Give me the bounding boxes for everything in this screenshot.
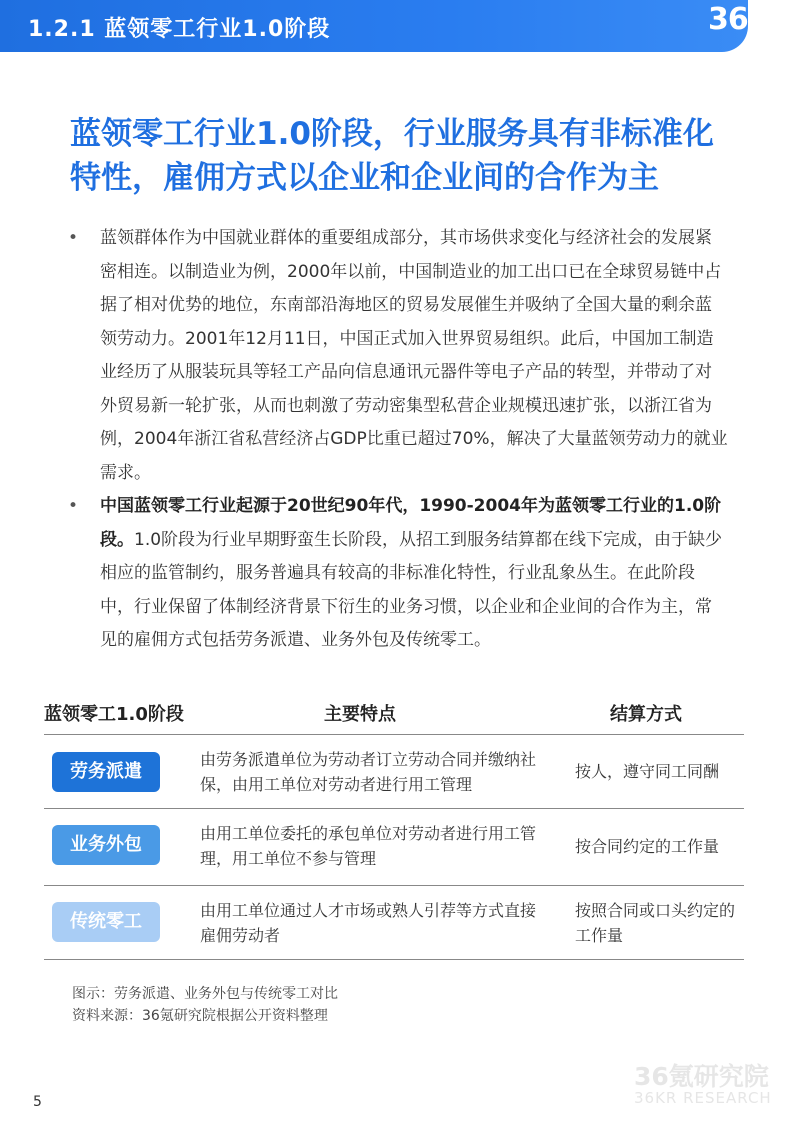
figure-note: 图示：劳务派遣、业务外包与传统零工对比 [72,986,338,1002]
table-divider [44,734,744,735]
watermark-cn: 36氪研究院 [634,1062,769,1091]
bullet-text: 1.0阶段为行业早期野蛮生长阶段，从招工到服务结算都在线下完成，由于缺少相应的监管制约，服务普遍具有较高的非标准化特性，行业乱象丛生。在此阶段中，行业保留了体制经济背景下衍生的业务习惯，以企业和企业间的合作为主，常见的雇佣方式包括劳务派遣、业务外包及传统零工。 [100,529,723,650]
table-header-settlement: 结算方式 [610,704,682,725]
row-tag: 业务外包 [52,825,160,865]
source-note: 资料来源：36氪研究院根据公开资料整理 [72,1008,328,1024]
section-title: 1.2.1 蓝领零工行业1.0阶段 [28,17,331,42]
table-divider [44,808,744,809]
header-bar [0,0,748,52]
row-tag: 传统零工 [52,902,160,942]
bullet-item [68,490,728,658]
bullet-marker: • [68,496,79,516]
row-settlement: 按照合同或口头约定的工作量 [575,901,736,945]
row-tag: 劳务派遣 [52,752,160,792]
row-feature: 由用工单位委托的承包单位对劳动者进行用工管理，用工单位不参与管理 [200,824,537,868]
figure-caption [72,983,338,1027]
bullet-bold-text: 中国蓝领零工行业起源于20世纪90年代，1990-2004年为蓝领零工行业的1.0阶段。 [100,496,722,550]
table-divider [44,885,744,886]
headline-line-1: 蓝领零工行业1.0阶段，行业服务具有非标准化 [70,116,714,152]
row-settlement: 按合同约定的工作量 [575,837,720,856]
page-number: 5 [33,1094,42,1110]
table-header-features: 主要特点 [324,704,396,725]
bullet-marker: • [68,228,79,248]
bullet-item [68,222,728,490]
table-divider [44,959,744,960]
headline-line-2: 特性，雇佣方式以企业和企业间的合作为主 [70,160,659,196]
page-headline [70,112,750,200]
brand-logo: 36Kr [708,2,784,37]
table-header-stage: 蓝领零工1.0阶段 [44,704,184,725]
watermark-en: 36KR RESEARCH [634,1089,772,1107]
bullet-text: 蓝领群体作为中国就业群体的重要组成部分，其市场供求变化与经济社会的发展紧密相连。以制造业为例，2000年以前，中国制造业的加工出口已在全球贸易链中占据了相对优势的地位，东南部沿海地区的贸易发展催生并吸纳了全国大量的剩余蓝领劳动力。2001年12月11日，中国正式加入世界贸易组织。此后，中国加工制造业经历了从服装玩具等轻工产品向信息通讯元器件等电子产品的转型，并带动了对外贸易新一轮扩张，从而也刺激了劳动密集型私营企业规模迅速扩张，以浙江省为例，2004年浙江省私营经济占GDP比重已超过70%，解决了大量蓝领劳动力的就业需求。 [100,228,728,483]
row-feature: 由劳务派遣单位为劳动者订立劳动合同并缴纳社保，由用工单位对劳动者进行用工管理 [200,750,537,794]
row-feature: 由用工单位通过人才市场或熟人引荐等方式直接雇佣劳动者 [200,901,537,945]
bullet-list [68,222,728,658]
row-settlement: 按人，遵守同工同酬 [575,762,720,781]
